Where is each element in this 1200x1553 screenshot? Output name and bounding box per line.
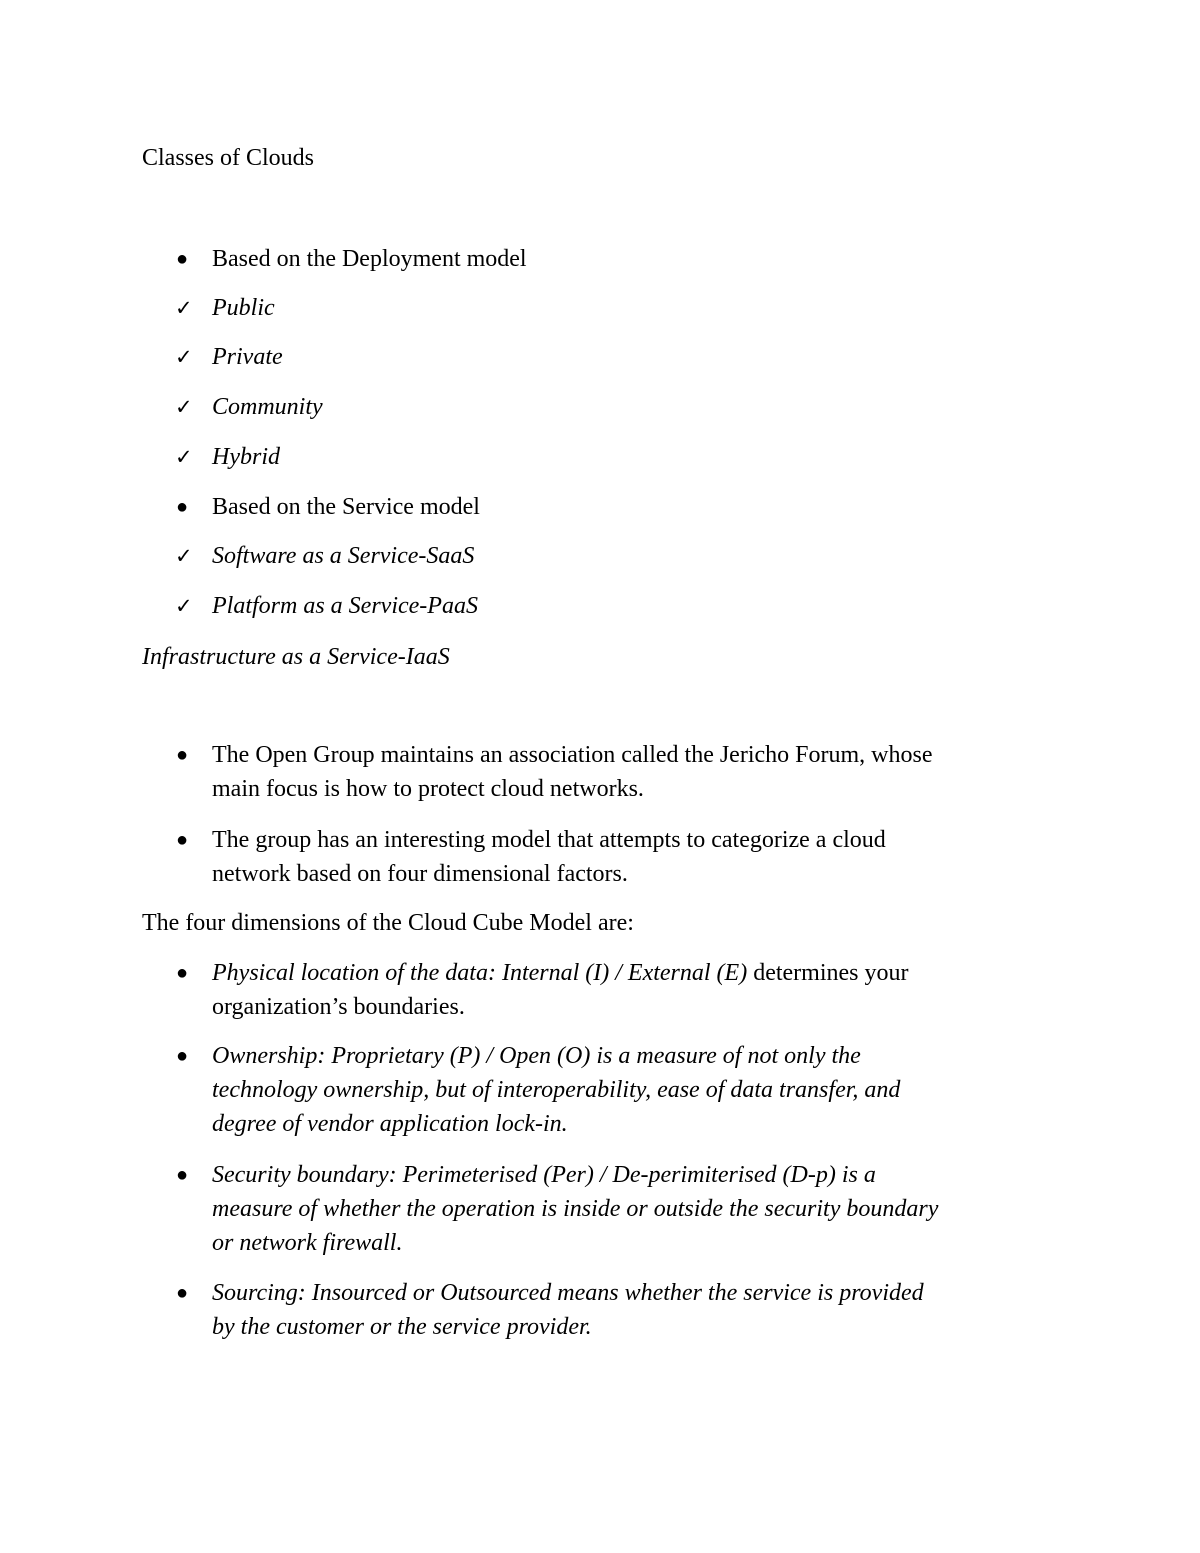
bullet-icon: ● xyxy=(176,1164,189,1186)
bullet-icon: ● xyxy=(176,496,189,518)
cube-dimension-text xyxy=(212,956,1072,1024)
deployment-item-community: Community xyxy=(212,394,323,420)
checkmark-icon: ✓ xyxy=(175,296,193,320)
deployment-item-public: Public xyxy=(212,295,275,321)
deployment-item-private: Private xyxy=(212,344,283,370)
cube-intro: The four dimensions of the Cloud Cube Model are: xyxy=(142,910,634,936)
page-title: Classes of Clouds xyxy=(142,145,315,171)
checkmark-icon: ✓ xyxy=(175,594,193,618)
checkmark-icon: ✓ xyxy=(175,544,193,568)
deployment-heading: Based on the Deployment model xyxy=(212,246,527,272)
service-item-iaas: Infrastructure as a Service-IaaS xyxy=(142,644,450,670)
checkmark-icon: ✓ xyxy=(175,345,193,369)
bullet-icon: ● xyxy=(176,248,189,270)
bullet-icon: ● xyxy=(176,1045,189,1067)
dimension-ownership: Ownership: Proprietary (P) / Open (O) is a measure of not only the technology ownership, but of interoperability, ease of data transfer, and degree of vendor application lock-in. xyxy=(212,1043,901,1137)
dimension-sourcing: Sourcing: Insourced or Outsourced means whether the service is provided by the customer or the service provider. xyxy=(212,1280,924,1340)
bullet-icon: ● xyxy=(176,744,189,766)
checkmark-icon: ✓ xyxy=(175,445,193,469)
deployment-item-hybrid: Hybrid xyxy=(212,444,280,470)
service-item-paas: Platform as a Service-PaaS xyxy=(212,593,478,619)
jericho-point-1: The Open Group maintains an association called the Jericho Forum, whose main focus is how to protect cloud networks. xyxy=(212,742,933,802)
dimension-security-boundary: Security boundary: Perimeterised (Per) / De-perimiterised (D-p) is a measure of whether the operation is inside or outside the security boundary or network firewall. xyxy=(212,1162,939,1256)
bullet-icon: ● xyxy=(176,829,189,851)
dimension-location-normal: determines your organization’s boundaries. xyxy=(212,960,909,1020)
bullet-icon: ● xyxy=(176,1282,189,1304)
bullet-icon: ● xyxy=(176,962,189,984)
service-heading: Based on the Service model xyxy=(212,494,480,520)
dimension-location-italic: Physical location of the data: Internal (I) / External (E) xyxy=(212,960,748,986)
checkmark-icon: ✓ xyxy=(175,395,193,419)
service-item-saas: Software as a Service-SaaS xyxy=(212,543,475,569)
jericho-point-2: The group has an interesting model that attempts to categorize a cloud network based on four dimensional factors. xyxy=(212,827,886,887)
